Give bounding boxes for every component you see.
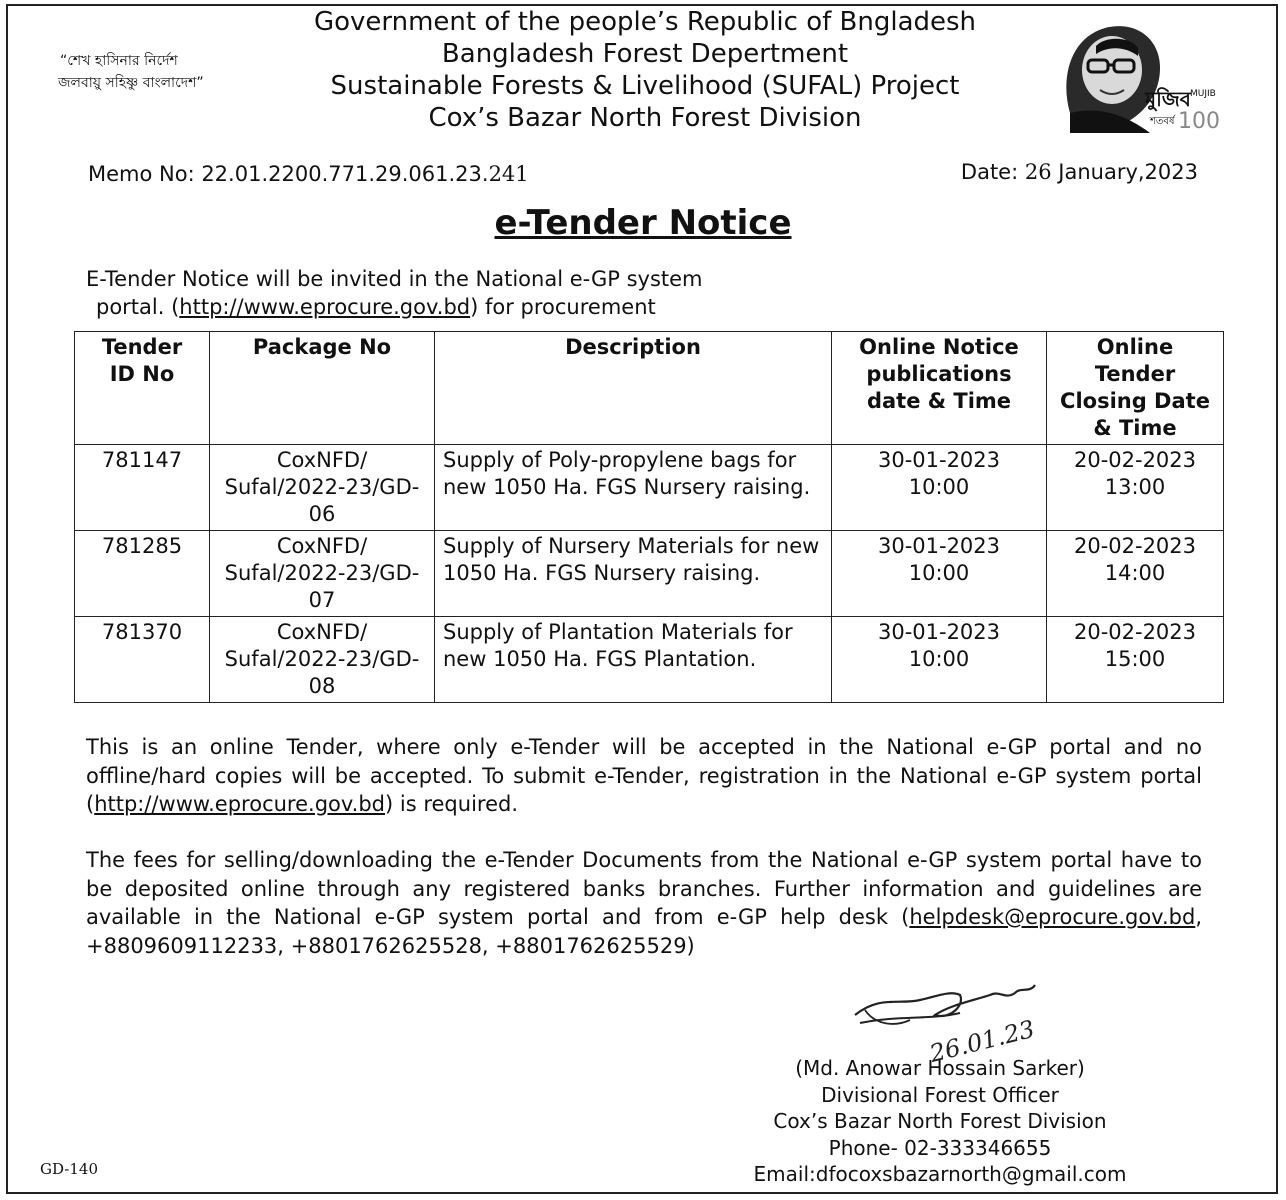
signatory-email: Email:dfocoxsbazarnorth@gmail.com [753, 1162, 1127, 1186]
memo-number [88, 162, 529, 186]
emblem-text-sub: শতবর্ষ [1150, 116, 1175, 127]
emblem-text-en: MUJIB [1190, 89, 1216, 99]
emblem-text-bn: মুজিব [1145, 87, 1191, 111]
package-no: CoxNFD/ Sufal/2022-23/GD-08 [210, 617, 435, 703]
slogan-line-1: “শেখ হাসিনার নির্দেশ [60, 53, 178, 69]
table-header-row [75, 332, 1224, 445]
signature-date: 26.01.23 [926, 1014, 1038, 1068]
memo-label: Memo No: 22.01.2200.771.29.061.23. [88, 162, 489, 186]
intro-line-1: E-Tender Notice will be invited in the National e-GP system [86, 267, 703, 291]
eprocure-link[interactable]: http://www.eprocure.gov.bd [179, 295, 471, 319]
table-row [75, 445, 1224, 531]
closing-datetime: 20-02-2023 15:00 [1047, 617, 1224, 703]
closing-datetime: 20-02-2023 14:00 [1047, 531, 1224, 617]
col-closing-date: Online Tender Closing Date & Time [1047, 332, 1224, 445]
slogan [60, 50, 204, 94]
signatory-phone: Phone- 02-333346655 [828, 1135, 1052, 1160]
signatory-office: Cox’s Bazar North Forest Division [773, 1109, 1107, 1133]
col-tender-id: Tender ID No [75, 332, 210, 445]
description: Supply of Poly-propylene bags for new 1050 Ha. FGS Nursery raising. [435, 445, 832, 531]
letterhead [250, 6, 1040, 134]
mujib-100-emblem [1050, 18, 1220, 134]
table-row [75, 531, 1224, 617]
publication-datetime: 30-01-2023 10:00 [832, 617, 1047, 703]
tender-table [74, 331, 1224, 703]
date-label: Date: [960, 160, 1025, 184]
col-package-no: Package No [210, 332, 435, 445]
letterhead-line-1: Government of the people’s Republic of Bngladesh [313, 7, 977, 37]
description: Supply of Nursery Materials for new 1050 Ha. FGS Nursery raising. [435, 531, 832, 617]
intro-line-2: portal. (http://www.eprocure.gov.bd) for procurement [96, 295, 656, 319]
helpdesk-email-link[interactable]: helpdesk@eprocure.gov.bd [909, 905, 1196, 929]
handwritten-signature [840, 965, 1100, 1068]
fees-paragraph: The fees for selling/downloading the e-Tender Documents from the National e-GP system portal have to be deposited online through any registered banks branches. Further information and guidelines are available in the National e-GP system portal and from e-GP help desk (helpdesk@eprocure.gov.bd, +8809609112233, +8801762625528, +8801762625529) [86, 848, 1202, 958]
memo-serial: 241 [488, 162, 529, 186]
closing-datetime: 20-02-2023 13:00 [1047, 445, 1224, 531]
page-title: e-Tender Notice [494, 203, 792, 243]
description: Supply of Plantation Materials for new 1050 Ha. FGS Plantation. [435, 617, 832, 703]
publication-datetime: 30-01-2023 10:00 [832, 445, 1047, 531]
footer-code: GD-140 [40, 1160, 98, 1178]
date-rest: January,2023 [1051, 160, 1198, 184]
online-tender-paragraph: This is an online Tender, where only e-Tender will be accepted in the National e-GP portal and no offline/hard copies will be accepted. To submit e-Tender, registration in the National e-GP system portal (http://www.eprocure.gov.bd) is required. [86, 735, 1202, 816]
intro-text [86, 265, 703, 321]
tender-id: 781147 [75, 445, 210, 531]
eprocure-link-2[interactable]: http://www.eprocure.gov.bd [94, 792, 386, 816]
letterhead-line-4: Cox’s Bazar North Forest Division [428, 103, 862, 133]
emblem-number: 100 [1178, 109, 1220, 134]
package-no: CoxNFD/ Sufal/2022-23/GD-06 [210, 445, 435, 531]
signatory-designation: Divisional Forest Officer [821, 1082, 1059, 1107]
tender-id: 781370 [75, 617, 210, 703]
signatory-name: (Md. Anowar Hossain Sarker) [795, 1056, 1085, 1080]
publication-datetime: 30-01-2023 10:00 [832, 531, 1047, 617]
slogan-line-2: জলবায়ু সহিষ্ণু বাংলাদেশ” [58, 75, 204, 91]
table-row [75, 617, 1224, 703]
date-day: 26 [1024, 160, 1052, 184]
tender-id: 781285 [75, 531, 210, 617]
signatory-block [690, 1055, 1190, 1188]
col-publication-date: Online Notice publications date & Time [832, 332, 1047, 445]
letterhead-line-2: Bangladesh Forest Depertment [441, 39, 849, 69]
notice-date [961, 160, 1198, 184]
col-description: Description [435, 332, 832, 445]
package-no: CoxNFD/ Sufal/2022-23/GD-07 [210, 531, 435, 617]
letterhead-line-3: Sustainable Forests & Livelihood (SUFAL) Project [330, 71, 960, 101]
